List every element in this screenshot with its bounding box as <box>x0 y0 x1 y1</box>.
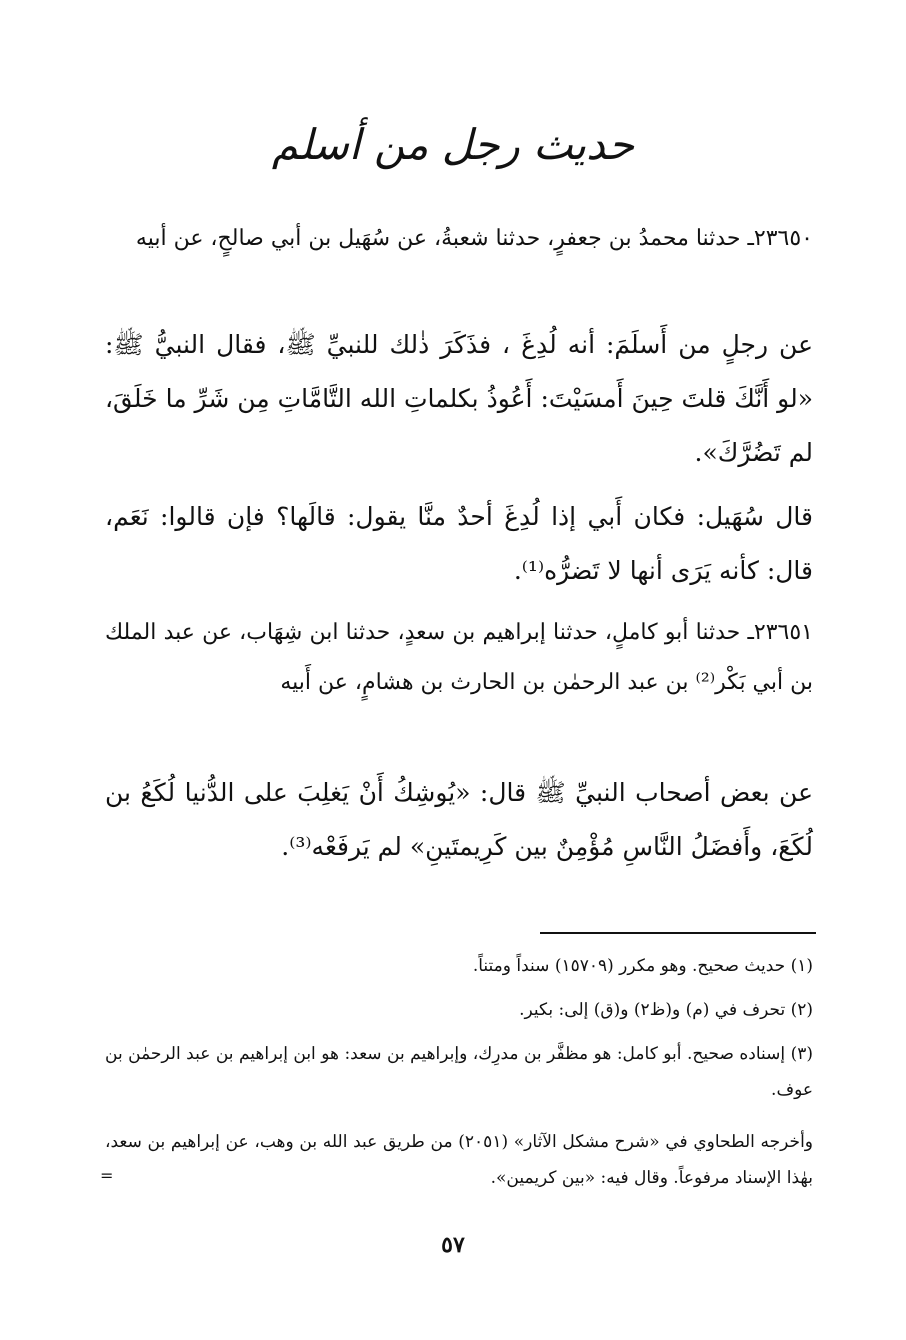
footnote-2: (٢) تحرف في (م) و(ظ٢) و(ق) إلى: بكير. <box>519 1000 813 1020</box>
page-number: ٥٧ <box>441 1232 465 1258</box>
footnote-3-continuation: وأخرجه الطحاوي في «شرح مشكل الآثار» (٢٠٥١) من طريق عبد الله بن وهب، عن إبراهيم بن سعد، بهٰذا الإسناد مرفوعاً. وقال فيه: «بين كريمين». <box>105 1132 813 1188</box>
footnote-3: (٣) إسناده صحيح. أبو كامل: هو مظفَّر بن مدرِك، وإبراهيم بن سعد: هو ابن إبراهيم بن عبد الرحمٰن بن عوف. <box>105 1044 813 1100</box>
footnote-separator <box>540 932 816 934</box>
chapter-title: حديث رجل من أسلم <box>271 120 635 169</box>
hadith-23650-matn: عن رجلٍ من أَسلَمَ: أنه لُدِغَ ، فذَكَرَ ذٰلك للنبيِّ ﷺ، فقال النبيُّ ﷺ: «لو أَنَّكَ قلتَ حِينَ أَمسَيْتَ: أَعُوذُ بكلماتِ الله التَّامَّاتِ مِن شَرِّ ما خَلَقَ، لم تَضُرَّكَ». <box>104 330 813 467</box>
hadith-23651-isnad: ٢٣٦٥١ـ حدثنا أبو كاملٍ، حدثنا إبراهيم بن سعدٍ، حدثنا ابن شِهَاب، عن عبد الملك بن أبي بَكْر⁽²⁾ بن عبد الرحمٰن بن الحارث بن هشامٍ، عن أَبيه <box>105 620 813 695</box>
hadith-23651-matn: عن بعض أصحاب النبيِّ ﷺ قال: «يُوشِكُ أَنْ يَغلِبَ على الدُّنيا لُكَعُ بن لُكَعَ، وأَفضَلُ النَّاسِ مُؤْمِنٌ بين كَرِيمتَينِ» لم يَرفَعْه⁽³⁾. <box>105 778 813 861</box>
hadith-23650-isnad: ٢٣٦٥٠ـ حدثنا محمدُ بن جعفرٍ، حدثنا شعبةُ، عن سُهَيل بن أبي صالحٍ، عن أبيه <box>135 226 813 251</box>
continuation-mark: = <box>100 1166 114 1185</box>
footnote-1: (١) حديث صحيح. وهو مكرر (١٥٧٠٩) سنداً ومتناً. <box>472 956 813 976</box>
hadith-23650-comment: قال سُهَيل: فكان أَبي إذا لُدِغَ أحدٌ منَّا يقول: قالَها؟ فإن قالوا: نَعَم، قال: كأنه يَرَى أنها لا تَضرُّه⁽¹⁾. <box>105 502 813 585</box>
